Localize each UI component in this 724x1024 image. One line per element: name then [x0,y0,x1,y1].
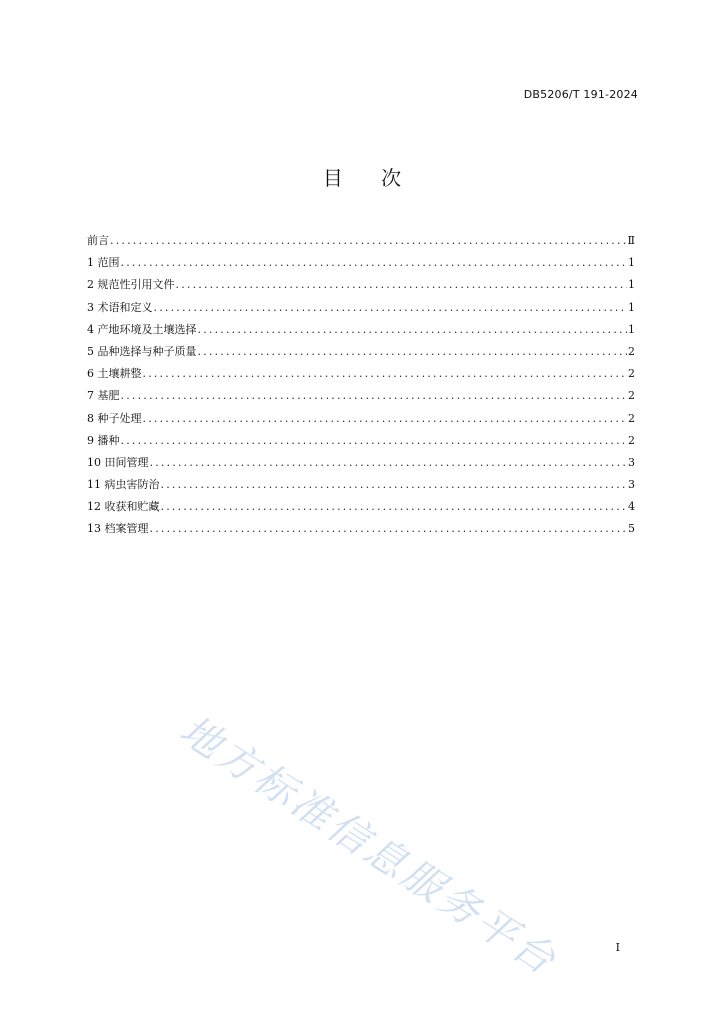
toc-entry-label: 9 播种 [87,433,120,447]
toc-entry-page: 2 [628,344,635,358]
toc-entry-label: 11 病虫害防治 [87,478,160,492]
toc-entry-normative-references[interactable] [87,274,635,296]
toc-leader-dots [110,230,627,252]
standard-code: DB5206/T 191-2024 [523,88,638,101]
toc-entry-page: 2 [628,389,635,403]
toc-entry-page: 2 [628,411,635,425]
toc-entry-page: 1 [628,256,635,270]
toc-entry-label: 10 田间管理 [87,455,149,469]
toc-entry-pest-control[interactable] [87,474,635,496]
toc-entry-label: 12 收获和贮藏 [87,500,160,514]
toc-leader-dots [176,274,628,296]
toc-entry-page: 4 [628,500,635,514]
toc-entry-label: 1 范围 [87,256,120,270]
toc-entry-label: 6 土壤耕整 [87,367,142,381]
toc-entry-page: 1 [628,278,635,292]
toc-entry-page: 2 [628,367,635,381]
toc-entry-base-fertilizer[interactable] [87,385,635,407]
toc-entry-label: 3 术语和定义 [87,300,153,314]
toc-entry-label: 4 产地环境及土壤选择 [87,322,197,336]
toc-entry-page: 5 [628,522,635,536]
toc-entry-page: 1 [628,322,635,336]
toc-leader-dots [121,385,628,407]
toc-entry-records[interactable] [87,518,635,540]
toc-entry-foreword[interactable] [87,230,635,252]
toc-entry-label: 7 基肥 [87,389,120,403]
toc-entry-variety[interactable] [87,341,635,363]
toc-entry-harvest-storage[interactable] [87,496,635,518]
toc-leader-dots [161,496,628,518]
toc-leader-dots [143,408,628,430]
toc-leader-dots [198,341,628,363]
toc-entry-label: 前言 [87,234,109,247]
page-title: 目 次 [322,166,418,190]
toc-entry-label: 2 规范性引用文件 [87,278,175,292]
toc-leader-dots [121,430,628,452]
toc-entry-page: 3 [628,455,635,469]
toc-entry-label: 8 种子处理 [87,411,142,425]
table-of-contents [87,230,635,541]
toc-entry-scope[interactable] [87,252,635,274]
toc-leader-dots [161,474,628,496]
toc-entry-soil-prep[interactable] [87,363,635,385]
toc-leader-dots [150,518,628,540]
toc-entry-label: 5 品种选择与种子质量 [87,344,197,358]
toc-leader-dots [143,363,628,385]
toc-entry-page: Ⅱ [627,234,635,247]
toc-entry-sowing[interactable] [87,430,635,452]
toc-leader-dots [150,452,628,474]
toc-entry-page: 1 [628,300,635,314]
page-number: I [615,941,620,954]
toc-entry-page: 3 [628,478,635,492]
toc-entry-terms[interactable] [87,297,635,319]
toc-leader-dots [121,252,628,274]
toc-entry-seed-treatment[interactable] [87,408,635,430]
toc-entry-field-management[interactable] [87,452,635,474]
toc-leader-dots [154,297,628,319]
watermark: 地方标准信息服务平台 [171,707,566,986]
toc-entry-environment[interactable] [87,319,635,341]
toc-entry-page: 2 [628,433,635,447]
toc-entry-label: 13 档案管理 [87,522,149,536]
toc-leader-dots [198,319,628,341]
